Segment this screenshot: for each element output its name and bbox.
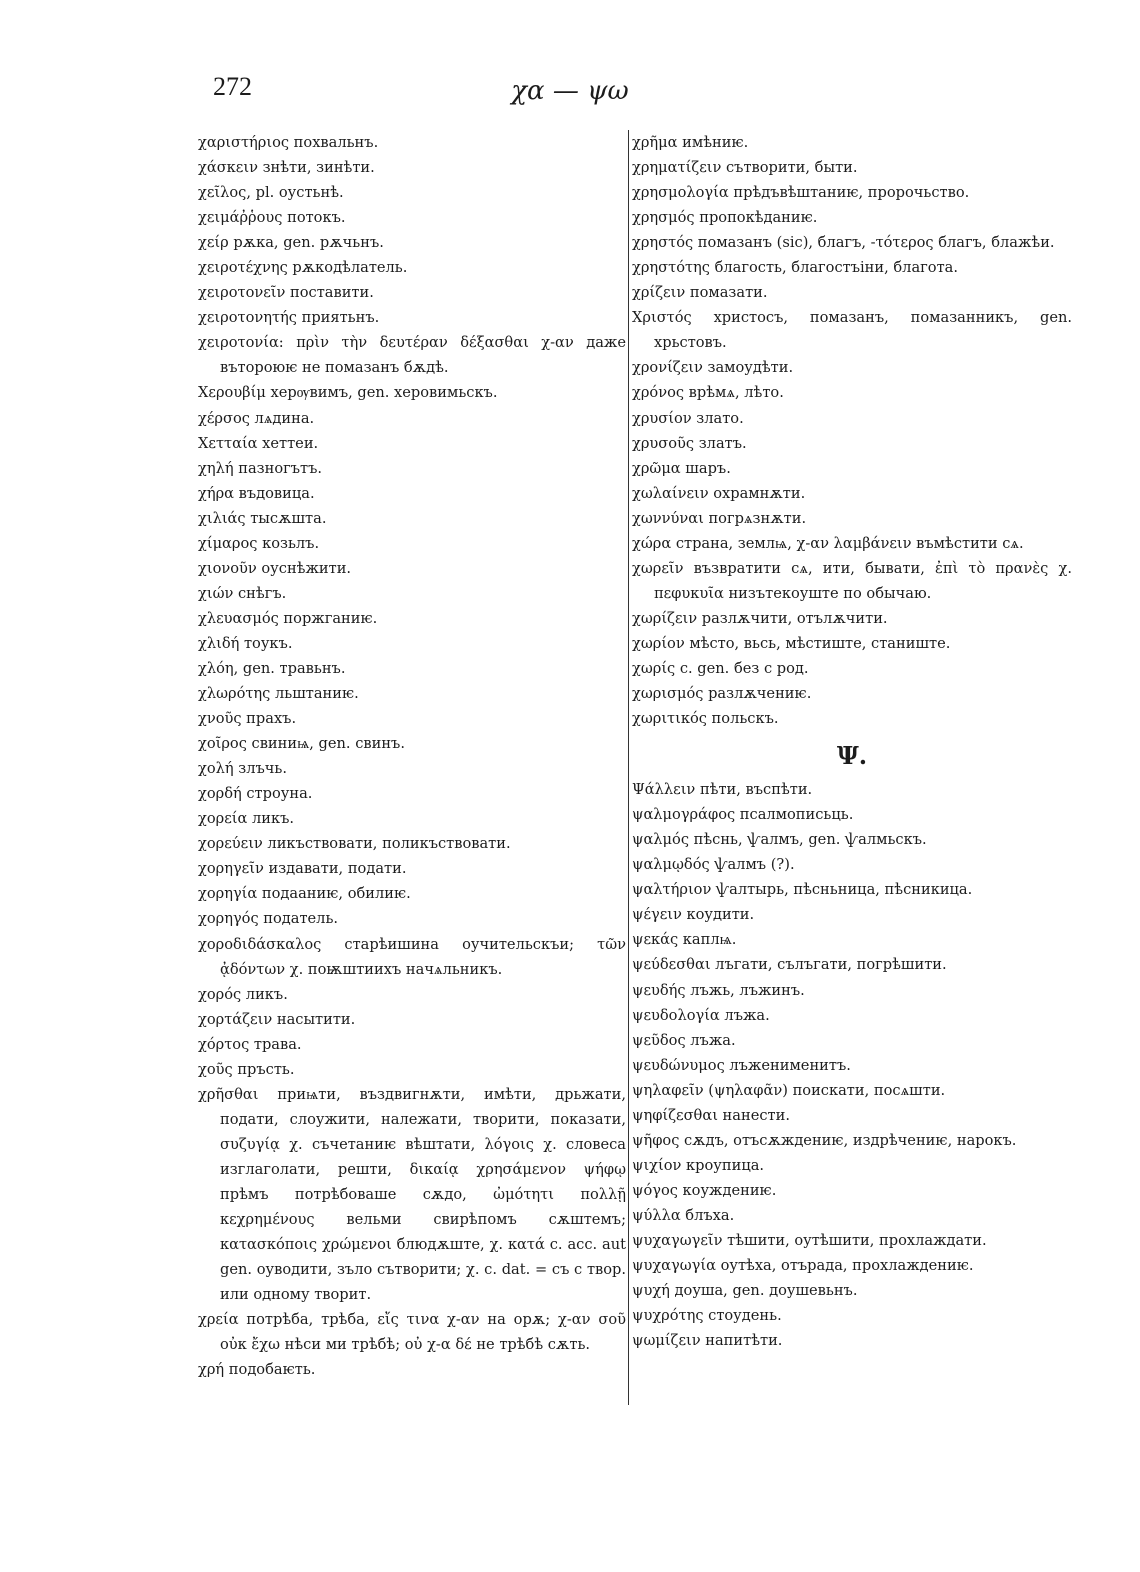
dictionary-entry: χρησμός пропокѣданиѥ. (632, 209, 818, 227)
dictionary-entry: χόρτος трава. (198, 1035, 302, 1053)
dictionary-entry: χορεύειν ликъствовати, поликъствовати. (198, 835, 511, 853)
dictionary-entry: χειμάῤῥους потокъ. (198, 209, 346, 227)
dictionary-entry: ψαλμογράφος псалмописьць. (632, 806, 854, 824)
dictionary-entry: χρησμολογία прѣдъвѣштаниѥ, пророчьство. (632, 184, 970, 202)
dictionary-entry: χαριστήριος похвальнъ. (198, 134, 379, 151)
dictionary-entry: χορεία ликъ. (198, 810, 295, 828)
dictionary-entry: ψηφίζεσθαι нанести. (632, 1106, 790, 1124)
dictionary-entry: χωρίον мѣсто, вьсь, мѣстиште, станиште. (632, 634, 951, 652)
dictionary-entry: Χριστός христосъ, помазанъ, помазанникъ, gen. хрьстовъ. (632, 309, 1072, 352)
dictionary-entry: χορός ликъ. (198, 985, 288, 1003)
dictionary-entry: χρῆσθαι приѩти, въздвигнѫти, имѣти, дрьжати, подати, слоужити, належати, творити, показати, συζυγίᾳ χ. съчетаниѥ вѣштати, λόγοις χ. словеса изглаголати, решти, δικαίᾳ χρησάμενον ψήφῳ прѣмъ потрѣбоваше сѫдо, ὠμότητι πολλῇ κεχρημένους вельми свирѣпомъ сѫштемъ; κατασκόποις χρώμενοι блюдѫште, χ. κατά c. acc. aut gen. оуводити, зъло сътворити; χ. c. dat. = съ с твор. или одному творит. (198, 1085, 626, 1304)
dictionary-entry: χωριτικός польскъ. (632, 710, 779, 728)
dictionary-entry: ψηλαφεῖν (ψηλαφᾶν) поискати, посѧшти. (632, 1081, 946, 1099)
dictionary-entry: χορηγεῖν издавати, подати. (198, 860, 407, 878)
dictionary-entry: χλόη, gen. травьнъ. (198, 659, 346, 677)
dictionary-entry: Χετταία хеттеи. (198, 434, 319, 452)
dictionary-entry: χρή подобаѥть. (198, 1361, 316, 1379)
dictionary-entry: χωρεῖν възвратити сѧ, ити, бывати, ἐπὶ τὸ πρανὲς χ. πεφυκυῖα низътекоуште по обычаю. (632, 559, 1072, 602)
dictionary-entry: χωρισμός разлѫчениѥ. (632, 685, 812, 703)
dictionary-entry: ψεύδεσθαι лъгати, сълъгати, погрѣшити. (632, 956, 947, 974)
dictionary-entry: χρόνος врѣмѧ, лѣто. (632, 384, 784, 402)
dictionary-entry: χνοῦς прахъ. (198, 710, 297, 728)
dictionary-entry: ψιχίον кроупица. (632, 1156, 765, 1174)
dictionary-entry: χρῆμα имѣниѥ. (632, 134, 749, 151)
dictionary-entry: ψαλτήριον ѱалтырь, пѣсньница, пѣсникица. (632, 881, 973, 899)
dictionary-entry: ψῆφος сѫдъ, отъсѫждениѥ, издрѣчениѥ, нарокъ. (632, 1131, 1017, 1149)
dictionary-entry: χορδή строуна. (198, 785, 313, 803)
dictionary-entry: χειροτέχνης рѫкодѣлатель. (198, 259, 408, 277)
dictionary-entry: χεῖλος, pl. оустьнѣ. (198, 184, 344, 202)
dictionary-entry: ψυχρότης стоудень. (632, 1307, 782, 1325)
dictionary-entry: χρονίζειν замоудѣти. (632, 359, 794, 377)
dictionary-entry: χειροτονητής приятьнъ. (198, 309, 380, 327)
dictionary-entry: ψυχαγωγεῖν тѣшити, оутѣшити, прохлаждати. (632, 1231, 987, 1249)
dictionary-entry: χέρσος лѧдина. (198, 409, 315, 427)
dictionary-entry: χρυσοῦς златъ. (632, 434, 747, 452)
dictionary-entry: χρηστός помазанъ (sic), благъ, -τότερος благъ, блажѣи. (632, 234, 1055, 252)
dictionary-entry: χίμαρος козьлъ. (198, 534, 320, 552)
dictionary-entry: χολή злъчь. (198, 760, 288, 778)
dictionary-entry: χορηγός податель. (198, 910, 339, 928)
dictionary-entry: ψέγειν коудити. (632, 906, 755, 924)
dictionary-entry: χηλή пазногътъ. (198, 459, 323, 477)
dictionary-entry: ψεκάς каплѩ. (632, 931, 737, 949)
dictionary-entry: χειροτονία: πρὶν τὴν δευτέραν δέξασθαι χ-αν даже вътороюѥ не помазанъ бѫдѣ. (198, 334, 626, 377)
running-head: χα — ψω (511, 76, 629, 106)
dictionary-entry: χιών снѣгъ. (198, 584, 287, 602)
dictionary-entry: Ψάλλειν пѣти, въспѣти. (632, 781, 813, 799)
dictionary-entry: χρῶμα шаръ. (632, 459, 731, 477)
dictionary-entry: ψαλμῳδός ѱалмъ (?). (632, 856, 795, 874)
dictionary-entry: χωρίζειν разлѫчити, отълѫчити. (632, 609, 888, 627)
dictionary-entry: χωννύναι погрѧзнѫти. (632, 509, 807, 527)
dictionary-entry: χρεία потрѣба, трѣба, εἴς τινα χ-αν на орѫ; χ-αν σοῦ οὐκ ἔχω нѣси ми трѣбѣ; οὐ χ-α δέ не трѣбѣ сѫть. (198, 1311, 626, 1354)
dictionary-entry: χιλιάς тысѫшта. (198, 509, 327, 527)
section-letter-psi: Ψ. (836, 741, 868, 771)
dictionary-entry: χλιδή тоукъ. (198, 634, 293, 652)
dictionary-entry: χωλαίνειν охрамнѫти. (632, 484, 806, 502)
dictionary-entry: χιονοῦν оуснѣжити. (198, 559, 352, 577)
dictionary-entry: χοροδιδάσκαλος старѣишина оучительскъи; τῶν ᾀδόντων χ. поѭштиихъ начѧльникъ. (198, 935, 626, 978)
column-divider (628, 130, 629, 1405)
dictionary-entry: ψόγος коуждениѥ. (632, 1181, 777, 1199)
dictionary-entry: ψύλλα блъха. (632, 1206, 735, 1224)
dictionary-entry: χήρα въдовица. (198, 484, 315, 502)
left-column (198, 130, 626, 1382)
dictionary-entry: χρίζειν помазати. (632, 284, 768, 302)
dictionary-entry: ψευδής лъжь, лъжинъ. (632, 981, 805, 999)
dictionary-entry: χώρα страна, землѩ, χ-αν λαμβάνειν въмѣстити сѧ. (632, 534, 1024, 552)
dictionary-entry: Χερουβίμ херѹвимъ, gen. херовимьскъ. (198, 384, 498, 402)
dictionary-entry: ψεῦδος лъжа. (632, 1031, 736, 1049)
right-column (632, 130, 1072, 1353)
dictionary-entry: χλωρότης льштаниѥ. (198, 685, 359, 703)
dictionary-entry: χρηματίζειν сътворити, быти. (632, 159, 858, 177)
dictionary-entry: ψαλμός пѣснь, ѱалмъ, gen. ѱалмьскъ. (632, 831, 927, 849)
dictionary-entry: χοῖρος свиниѩ, gen. свинъ. (198, 735, 405, 753)
dictionary-entry: χειροτονεῖν поставити. (198, 284, 374, 302)
dictionary-entry: χωρίς c. gen. без с род. (632, 659, 809, 677)
dictionary-entry: ψυχή доуша, gen. доушевьнъ. (632, 1282, 858, 1300)
dictionary-entry: ψευδολογία лъжа. (632, 1006, 770, 1024)
dictionary-entry: χορτάζειν насытити. (198, 1010, 356, 1028)
dictionary-entry: χορηγία подааниѥ, обилиѥ. (198, 885, 411, 903)
dictionary-entry: χείρ рѫка, gen. рѫчьнъ. (198, 234, 384, 252)
page-number: 272 (213, 72, 252, 101)
dictionary-entry: χλευασμός поржганиѥ. (198, 609, 378, 627)
dictionary-entry: ψυχαγωγία оутѣха, отърада, прохлаждениѥ. (632, 1257, 974, 1275)
dictionary-entry: ψωμίζειν напитѣти. (632, 1332, 783, 1350)
dictionary-entry: χοῦς пръсть. (198, 1060, 295, 1078)
dictionary-entry: χρυσίον злато. (632, 409, 744, 427)
dictionary-entry: χάσκειν знѣти, зинѣти. (198, 159, 375, 177)
dictionary-entry: ψευδώνυμος лъженименитъ. (632, 1056, 851, 1074)
dictionary-entry: χρηστότης благость, благостъіни, благота. (632, 259, 959, 277)
